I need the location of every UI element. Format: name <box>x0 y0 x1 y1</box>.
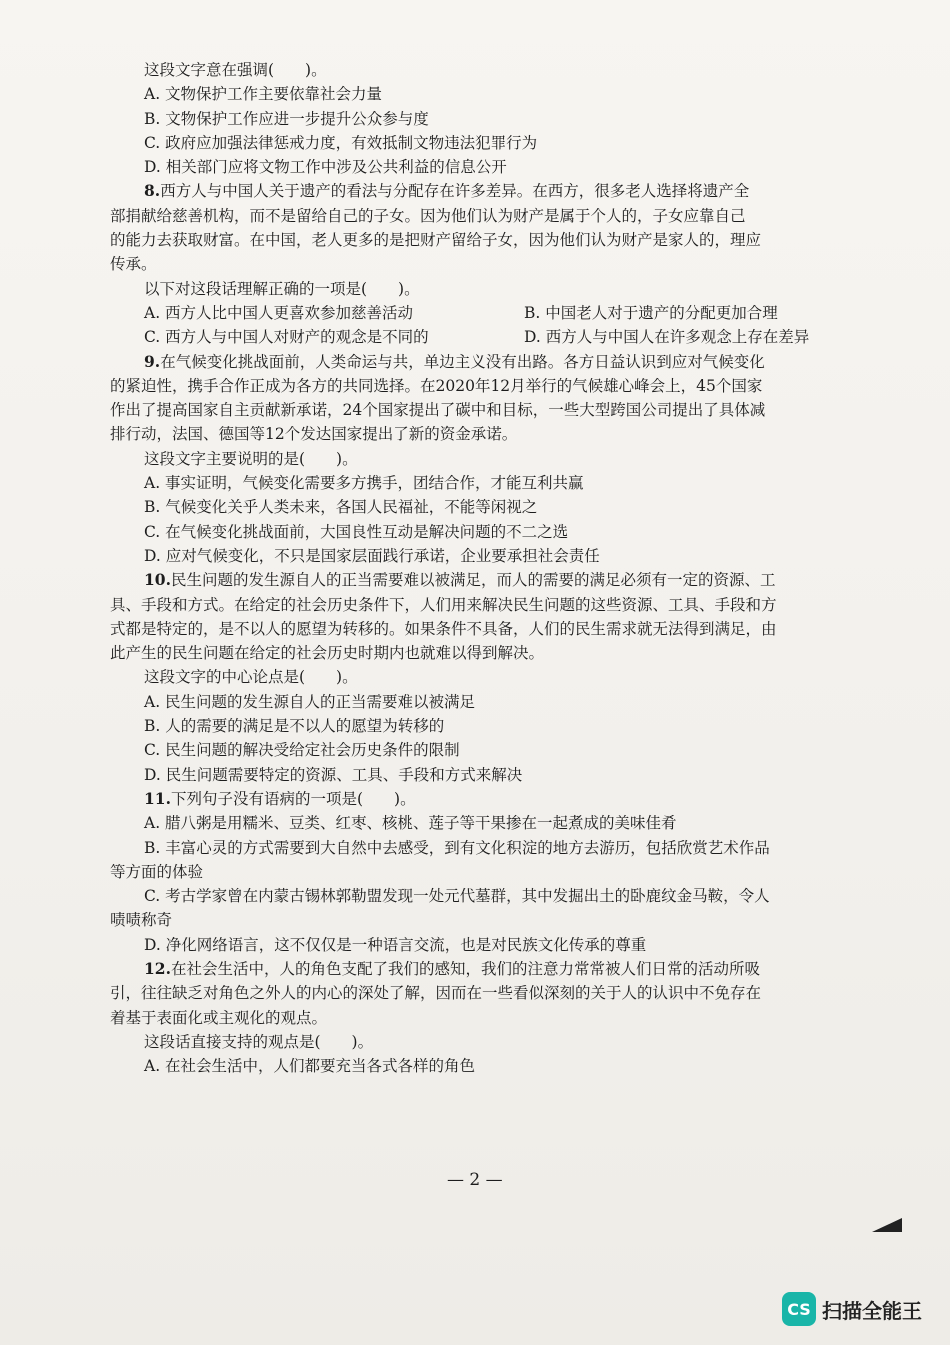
q9-stem: 这段文字主要说明的是( )。 <box>144 449 358 468</box>
scanner-watermark <box>782 1292 922 1326</box>
q9-option-d: D. 应对气候变化，不只是国家层面践行承诺，企业要承担社会责任 <box>144 546 600 565</box>
q10-number: 10. <box>144 570 171 590</box>
q7-option-a: A. 文物保护工作主要依靠社会力量 <box>144 85 383 104</box>
q10-option-c: C. 民生问题的解决受给定社会历史条件的限制 <box>144 741 460 760</box>
q12-option-a: A. 在社会生活中，人们都要充当各式各样的角色 <box>144 1057 476 1076</box>
q8-option-b: B. 中国老人对于遗产的分配更加合理 <box>524 303 778 322</box>
q9-option-a: A. 事实证明，气候变化需要多方携手，团结合作，才能互利共赢 <box>144 474 584 493</box>
q9-line-2: 的紧迫性，携手合作正成为各方的共同选择。在2020年12月举行的气候雄心峰会上，45个国家 <box>110 376 763 395</box>
q10-line-1: 10.民生问题的发生源自人的正当需要难以被满足，而人的需要的满足必须有一定的资源、工 <box>144 570 776 590</box>
q9-option-c: C. 在气候变化挑战面前，大国良性互动是解决问题的不二之选 <box>144 522 569 541</box>
q11-option-b: B. 丰富心灵的方式需要到大自然中去感受，到有文化积淀的地方去游历，包括欣赏艺术作品 <box>144 838 770 857</box>
q10-line-3: 式都是特定的，是不以人的愿望为转移的。如果条件不具备，人们的民生需求就无法得到满足，由 <box>110 619 777 638</box>
q7-option-d: D. 相关部门应将文物工作中涉及公共利益的信息公开 <box>144 158 507 177</box>
q8-option-a: A. 西方人比中国人更喜欢参加慈善活动 <box>144 303 414 322</box>
q9-option-b: B. 气候变化关乎人类未来，各国人民福祉，不能等闲视之 <box>144 498 538 517</box>
q8-line-3: 的能力去获取财富。在中国，老人更多的是把财产留给子女，因为他们认为财产是家人的，理应 <box>110 231 762 250</box>
q9-line-3: 作出了提高国家自主贡献新承诺，24个国家提出了碳中和目标，一些大型跨国公司提出了具体减 <box>110 401 766 420</box>
q11-option-c-cont: 啧啧称奇 <box>110 911 173 930</box>
q10-option-d: D. 民生问题需要特定的资源、工具、手段和方式来解决 <box>144 765 523 784</box>
q7-option-b: B. 文物保护工作应进一步提升公众参与度 <box>144 109 429 128</box>
q7-option-c: C. 政府应加强法律惩戒力度，有效抵制文物违法犯罪行为 <box>144 133 538 152</box>
q11-option-a: A. 腊八粥是用糯米、豆类、红枣、核桃、莲子等干果掺在一起煮成的美味佳肴 <box>144 814 677 833</box>
q12-stem: 这段话直接支持的观点是( )。 <box>144 1032 374 1051</box>
q8-options-row-1 <box>110 301 865 325</box>
q12-line-1: 12.在社会生活中，人的角色支配了我们的感知，我们的注意力常常被人们日常的活动所吸 <box>144 958 760 978</box>
q9-line-4: 排行动，法国、德国等12个发达国家提出了新的资金承诺。 <box>110 425 518 444</box>
q8-option-c: C. 西方人与中国人对财产的观念是不同的 <box>144 328 429 347</box>
q8-options-row-2 <box>110 325 865 349</box>
q10-stem: 这段文字的中心论点是( )。 <box>144 668 358 687</box>
q9-line-1: 9.在气候变化挑战面前，人类命运与共，单边主义没有出路。各方日益认识到应对气候变化 <box>144 351 765 371</box>
q8-line-1: 8.西方人与中国人关于遗产的看法与分配存在许多差异。在西方，很多老人选择将遗产全 <box>144 181 750 201</box>
q12-number: 12. <box>144 958 171 978</box>
q12-line-3: 着基于表面化或主观化的观点。 <box>110 1008 328 1027</box>
watermark-text: 扫描全能王 <box>822 1298 922 1323</box>
q7-stem: 这段文字意在强调( )。 <box>144 61 327 79</box>
q11-option-c: C. 考古学家曾在内蒙古锡林郭勒盟发现一处元代墓群，其中发掘出土的卧鹿纹金马鞍，令人 <box>144 887 770 906</box>
q11-stem-line: 11.下列句子没有语病的一项是( )。 <box>144 788 416 808</box>
q8-line-2: 部捐献给慈善机构，而不是留给自己的子女。因为他们认为财产是属于个人的，子女应靠自己 <box>110 206 746 225</box>
q12-line-2: 引，往往缺乏对角色之外人的内心的深处了解，因而在一些看似深刻的关于人的认识中不免存在 <box>110 984 762 1003</box>
q8-stem: 以下对这段话理解正确的一项是( )。 <box>144 279 420 298</box>
q11-option-d: D. 净化网络语言，这不仅仅是一种语言交流，也是对民族文化传承的尊重 <box>144 935 647 954</box>
q11-option-b-cont: 等方面的体验 <box>110 862 204 881</box>
q8-line-4: 传承。 <box>110 255 157 274</box>
q10-line-2: 具、手段和方式。在给定的社会历史条件下，人们用来解决民生问题的这些资源、工具、手段和方 <box>110 595 777 614</box>
cs-logo-icon: CS <box>782 1292 816 1326</box>
q10-option-a: A. 民生问题的发生源自人的正当需要难以被满足 <box>144 692 476 711</box>
q8-number: 8. <box>144 181 161 201</box>
page-number: — 2 — <box>447 1170 503 1190</box>
q11-number: 11. <box>144 788 171 808</box>
q9-number: 9. <box>144 351 161 371</box>
page-content <box>110 58 865 1078</box>
corner-arrow-icon <box>872 1218 902 1232</box>
q10-line-4: 此产生的民生问题在给定的社会历史时期内也就难以得到解决。 <box>110 644 545 663</box>
q10-option-b: B. 人的需要的满足是不以人的愿望为转移的 <box>144 717 445 736</box>
q8-option-d: D. 西方人与中国人在许多观念上存在差异 <box>524 328 810 347</box>
